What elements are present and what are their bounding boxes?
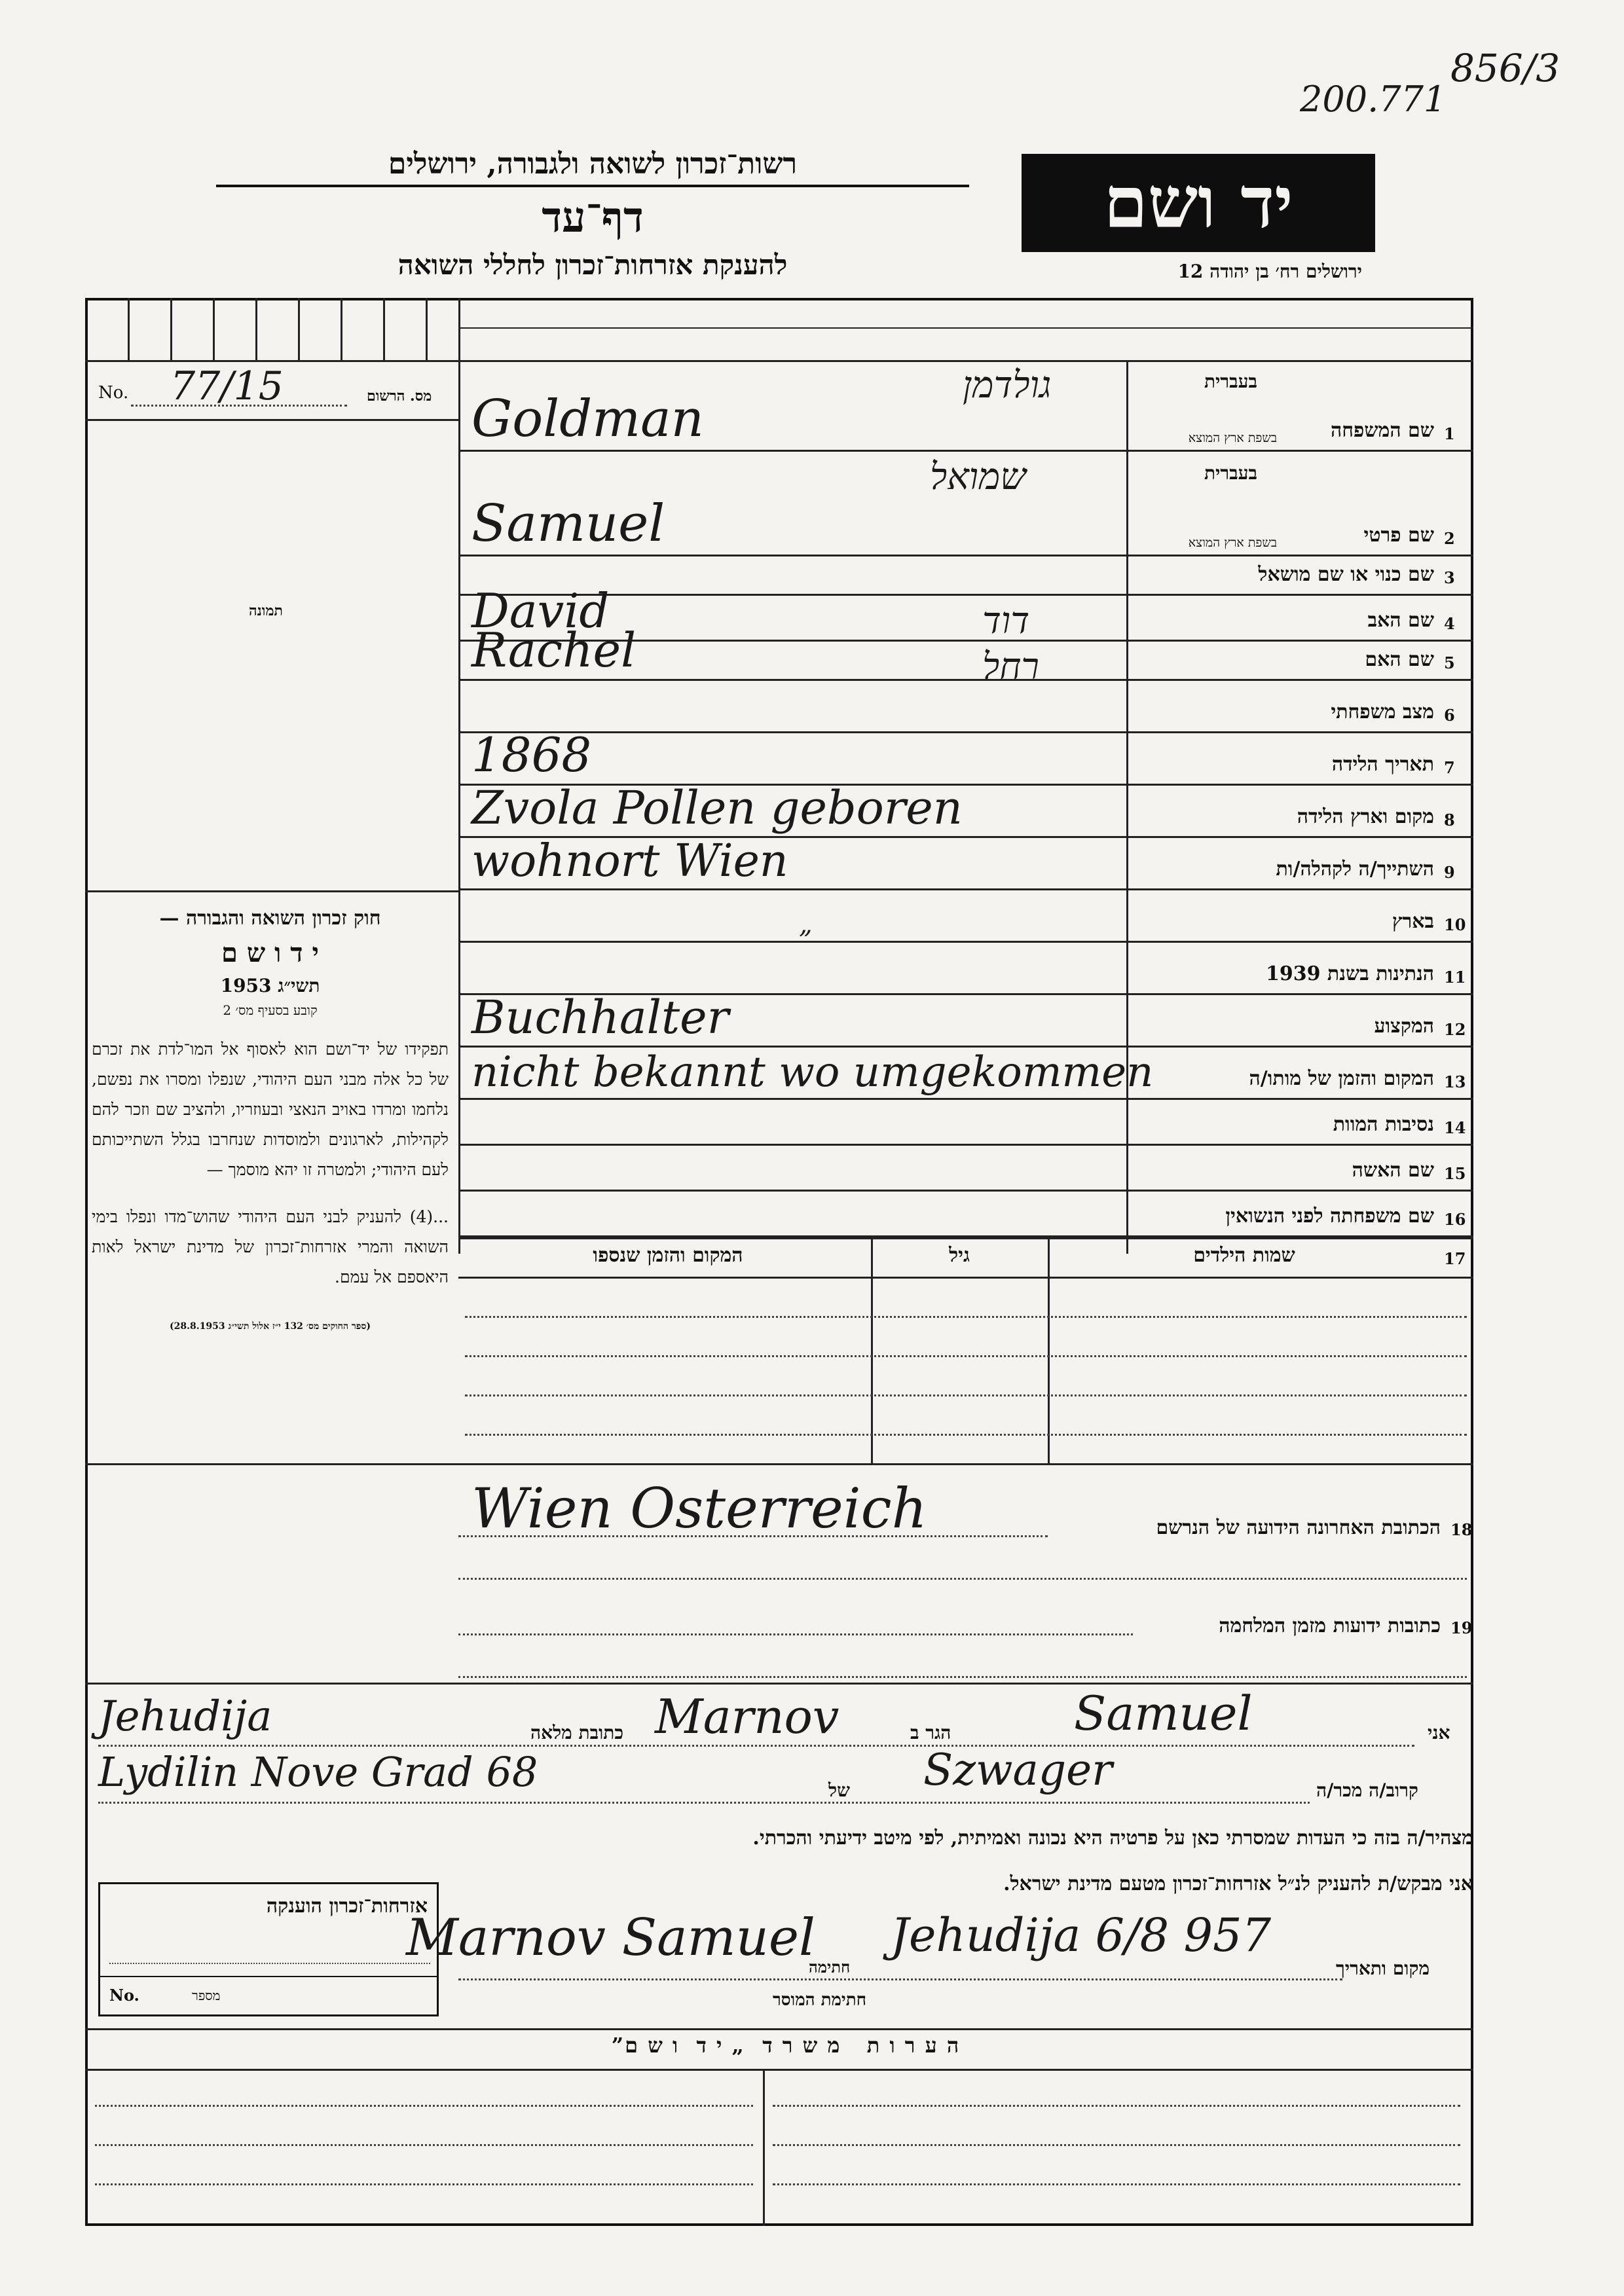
field-label-13: המקום והזמן של מותו/ה <box>1249 1067 1434 1090</box>
field-number-2: 2 <box>1444 529 1455 548</box>
wartime-address-label: כתובות ידועות מזמן המלחמה <box>1219 1614 1441 1637</box>
field-number-14: 14 <box>1444 1118 1466 1137</box>
law-sidebar <box>92 907 449 1332</box>
field-value-1[interactable]: Goldman <box>471 390 704 448</box>
field-number-18: 18 <box>1450 1520 1473 1539</box>
field-row-16 <box>458 1192 1473 1237</box>
field-row-15 <box>458 1146 1473 1192</box>
last-address-label: הכתובת האחרונה הידועה של הנרשם <box>1156 1516 1441 1539</box>
law-text-1: תפקידו של יד־ושם הוא לאסוף אל המו־לדת את זכרם של כל אלה מבני העם היהודי, שנפלו ומסרו את נפשם, נלחמו ומרדו באויב הנאצי ובעוזריו, ולהציב שם וזכר להם לקהילות, לארגונים ולמוסדות שנחרבו בגלל השתייכותם לעם היהודי; ולמטרה זו יהא מוסמך — <box>92 1040 449 1179</box>
field-number-1: 1 <box>1444 424 1455 443</box>
law-title: חוק זכרון השואה והגבורה — <box>159 907 381 930</box>
field-row-13 <box>458 1048 1473 1100</box>
law-reference: (ספר החוקים מס׳ 132 י״ז אלול תשי״ג 28.8.1953) <box>170 1321 371 1332</box>
award-title: אזרחות־זכרון הוענקה <box>266 1895 428 1918</box>
field-row-10 <box>458 890 1473 943</box>
field-value-hebrew-4[interactable]: דוד <box>982 600 1030 642</box>
field-label-2: שם פרטי <box>1363 524 1434 547</box>
field-label-7: תאריך הלידה <box>1331 753 1434 776</box>
signature-value[interactable]: Marnov Samuel <box>406 1908 815 1967</box>
field-value-hebrew-5[interactable]: רחל <box>982 646 1039 688</box>
field-number-3: 3 <box>1444 568 1455 587</box>
signature-label: חתימה <box>809 1958 851 1977</box>
form-title: דף־עד <box>542 193 644 242</box>
field-label-15: שם האשה <box>1352 1159 1434 1182</box>
statement-1: מצהיר/ה בזה כי העדות שמסרתי כאן על פרטיה היא נכונה ואמיתית, לפי מיטב ידיעתי והכרתי. <box>752 1827 1473 1850</box>
field-label-3: שם כנוי או שם מושאל <box>1258 563 1434 586</box>
field-row-5 <box>458 623 1473 688</box>
field-number-9: 9 <box>1444 863 1455 882</box>
field-value-7[interactable]: 1868 <box>471 727 592 782</box>
reg-no-prefix: No. <box>98 383 129 403</box>
photo-label: תמונה <box>249 602 283 619</box>
reporter-signature-label: חתימת המוסר <box>773 1990 866 2010</box>
field-value-12[interactable]: Buchhalter <box>471 991 729 1044</box>
reg-no-label: מס. הרשום <box>367 388 432 405</box>
field-sub-hebrew-2: בעברית <box>1204 462 1257 484</box>
award-box <box>98 1882 439 2016</box>
field-label-1: שם המשפחה <box>1330 419 1434 442</box>
field-label-16: שם משפחתה לפני הנשואין <box>1225 1205 1434 1228</box>
children-place-header: המקום והזמן שנספו <box>593 1244 743 1267</box>
field-number-10: 10 <box>1444 915 1466 934</box>
field-row-1 <box>458 360 1473 452</box>
form-subtitle: להענקת אזרחות־זכרון לחללי השואה <box>397 249 788 281</box>
children-age-header: גיל <box>949 1244 970 1267</box>
field-row-8 <box>458 781 1473 838</box>
law-clause: קובע בסעיף מס׳ 2 <box>223 1002 318 1018</box>
award-no-prefix: No. <box>109 1986 139 2005</box>
field-number-15: 15 <box>1444 1164 1466 1183</box>
field-number-5: 5 <box>1444 653 1455 672</box>
field-value-5[interactable]: Rachel <box>471 623 637 678</box>
field-sub-hebrew-1: בעברית <box>1204 371 1257 392</box>
field-row-6 <box>458 681 1473 733</box>
field-label-4: שם האב <box>1367 609 1434 632</box>
field-label-9: השתייך/ה לקהלה/ות <box>1276 858 1434 881</box>
field-label-6: מצב משפחתי <box>1331 701 1434 723</box>
of-value[interactable]: Lydilin Nove Grad 68 <box>98 1748 538 1796</box>
field-label-10: בארץ <box>1392 910 1434 933</box>
law-name: י ד ו ש ם <box>221 938 319 968</box>
of-label: של <box>828 1779 850 1801</box>
field-value-hebrew-2[interactable]: שמואל <box>930 456 1026 498</box>
field-value-13[interactable]: nicht bekannt wo umgekommen <box>471 1048 1154 1097</box>
full-address-value[interactable]: Jehudija <box>98 1692 272 1741</box>
last-address-value[interactable]: Wien Osterreich <box>471 1476 927 1540</box>
field-value-10[interactable]: „ <box>799 909 813 939</box>
field-label-5: שם האם <box>1365 648 1434 671</box>
sheet-number: 856/3 <box>1450 46 1560 90</box>
field-label-14: נסיבות המוות <box>1333 1113 1434 1136</box>
reg-no-value[interactable]: 77/15 <box>170 363 284 409</box>
yad-vashem-logo: יד ושם <box>1022 154 1375 252</box>
declarant-name-value[interactable]: Samuel <box>1074 1686 1253 1741</box>
field-value-hebrew-1[interactable]: גולדמן <box>963 364 1052 407</box>
field-number-7: 7 <box>1444 758 1455 777</box>
field-row-7 <box>458 727 1473 786</box>
field-row-11 <box>458 943 1473 995</box>
declarant-label: אני <box>1428 1722 1450 1743</box>
field-row-9 <box>458 835 1473 890</box>
field-sub-origin-1: בשפת ארץ המוצא <box>1188 431 1277 445</box>
place-date-label: מקום ותאריך <box>1336 1958 1430 1979</box>
field-number-12: 12 <box>1444 1020 1466 1039</box>
children-names-header: שמות הילדים <box>1193 1244 1295 1267</box>
resides-label: הגר ב <box>910 1722 951 1743</box>
field-value-4[interactable]: David <box>471 583 610 638</box>
statement-2: אני מבקש/ת להעניק לנ״ל אזרחות־זכרון מטעם מדינת ישראל. <box>1003 1872 1473 1895</box>
field-label-11: הנתינות בשנת 1939 <box>1265 962 1434 985</box>
field-number-6: 6 <box>1444 706 1455 725</box>
law-year: תשי״ג 1953 <box>220 975 320 996</box>
field-row-3 <box>458 556 1473 596</box>
field-number-16: 16 <box>1444 1210 1466 1229</box>
field-label-8: מקום וארץ הלידה <box>1297 805 1434 828</box>
authority-title: רשות־זכרון לשואה ולגבורה, ירושלים <box>216 147 969 187</box>
field-value-9[interactable]: wohnort Wien <box>471 835 788 887</box>
field-row-14 <box>458 1100 1473 1146</box>
field-row-12 <box>458 991 1473 1048</box>
office-notes-title: ה ע ר ו ת מ ש ר ד „ י ד ו ש ם” <box>611 2033 961 2058</box>
field-row-2 <box>458 452 1473 556</box>
field-sub-origin-2: בשפת ארץ המוצא <box>1188 536 1277 550</box>
field-label-12: המקצוע <box>1374 1015 1434 1038</box>
place-date-value[interactable]: Jehudija 6/8 957 <box>891 1908 1272 1962</box>
resides-value[interactable]: Marnov <box>655 1689 840 1744</box>
field-number-4: 4 <box>1444 614 1455 633</box>
field-number-13: 13 <box>1444 1072 1466 1091</box>
field-value-2[interactable]: Samuel <box>471 494 665 553</box>
award-no-label: מספר <box>192 1988 221 2003</box>
field-value-8[interactable]: Zvola Pollen geboren <box>471 781 963 835</box>
field-number-17: 17 <box>1444 1249 1466 1268</box>
relative-label: קרוב/ה מכר/ה <box>1316 1779 1418 1801</box>
yad-vashem-address: ירושלים רח׳ בן יהודה 12 <box>1177 261 1362 282</box>
field-number-11: 11 <box>1444 968 1466 987</box>
full-address-label: כתובת מלאה <box>530 1722 624 1743</box>
field-number-19: 19 <box>1450 1618 1473 1637</box>
field-number-8: 8 <box>1444 811 1455 829</box>
law-text-2: ...(4) להעניק לבני העם היהודי שהוש־מדו ונפלו בימי השואה והמרי אזרחות־זכרון של מדינת ישראל לאות היאספם אל עמם. <box>92 1207 449 1286</box>
archive-number: 200.771 <box>1300 79 1447 120</box>
relative-value[interactable]: Szwager <box>923 1745 1113 1795</box>
